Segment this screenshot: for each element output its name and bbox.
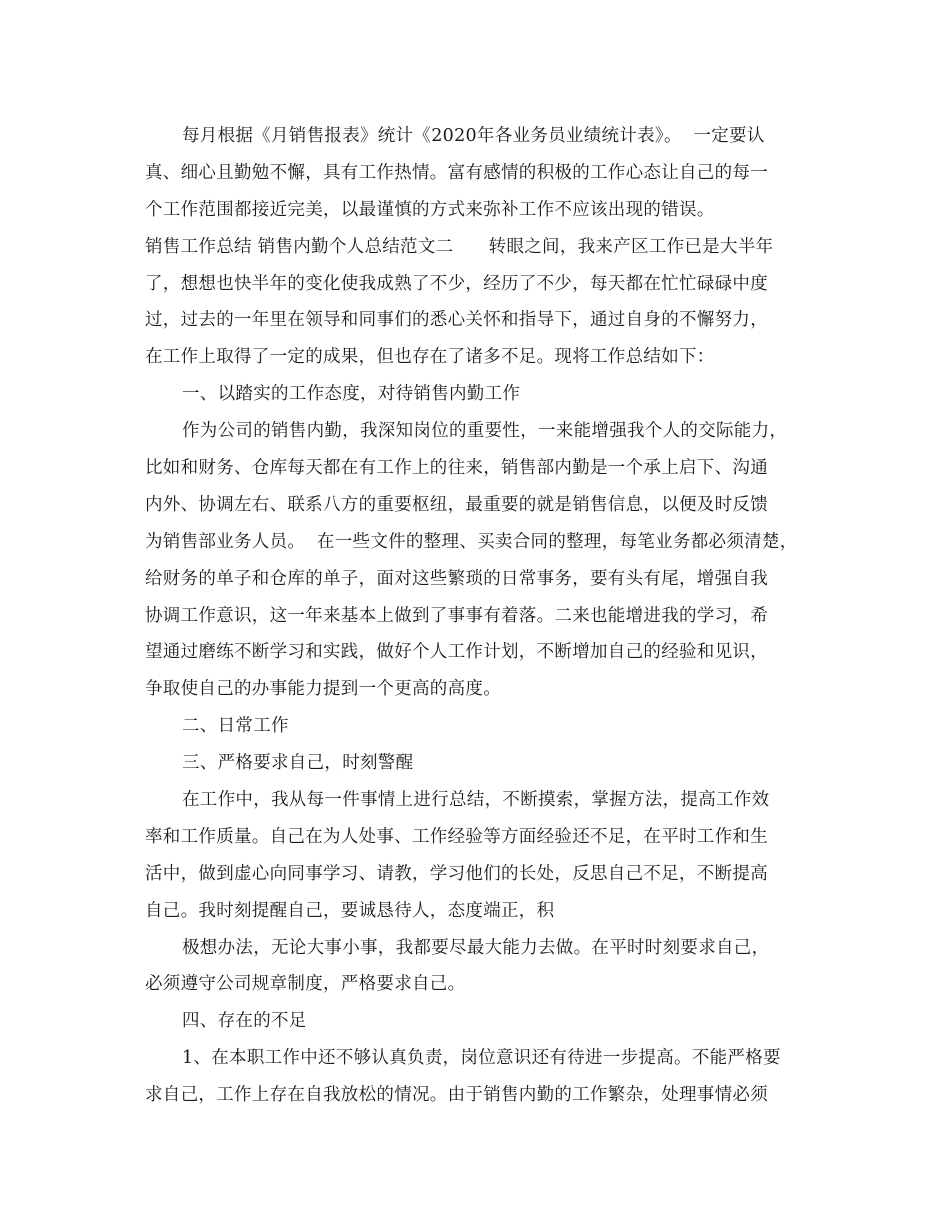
- text-line: 过，过去的一年里在领导和同事们的悉心关怀和指导下，通过自身的不懈努力，: [145, 310, 768, 331]
- text-line: 四、存在的不足: [182, 1011, 307, 1032]
- text-line: 内外、协调左右、联系八方的重要枢纽，最重要的就是销售信息，以便及时反馈: [145, 494, 768, 515]
- document-body: [145, 118, 835, 1114]
- text-line: 真、细心且勤勉不懈，具有工作热情。富有感情的积极的工作心态让自己的每一: [145, 162, 768, 183]
- text-line: 给财务的单子和仓库的单子，面对这些繁琐的日常事务，要有头有尾，增强自我: [145, 568, 768, 589]
- text-line: 极想办法，无论大事小事，我都要尽最大能力去做。在平时时刻要求自己，: [182, 937, 770, 958]
- text-line: 了，想想也快半年的变化使我成熟了不少，经历了不少，每天都在忙忙碌碌中度: [145, 273, 768, 294]
- text-line: 在工作上取得了一定的成果，但也存在了诸多不足。现将工作总结如下：: [145, 347, 715, 368]
- text-line: 三、严格要求自己，时刻警醒: [182, 753, 414, 774]
- text-line: 望通过磨练不断学习和实践，做好个人工作计划，不断增加自己的经验和见识，: [145, 642, 768, 663]
- text-line: 求自己，工作上存在自我放松的情况。由于销售内勤的工作繁杂，处理事情必须: [145, 1085, 768, 1106]
- text-line: 活中，做到虚心向同事学习、请教，学习他们的长处，反思自己不足，不断提高: [145, 863, 768, 884]
- text-line: 1、在本职工作中还不够认真负责，岗位意识还有待进一步提高。不能严格要: [182, 1048, 781, 1069]
- text-line: 在工作中，我从每一件事情上进行总结，不断摸索，掌握方法，提高工作效: [182, 790, 770, 811]
- text-line: 必须遵守公司规章制度，严格要求自己。: [145, 974, 466, 995]
- text-line: 率和工作质量。自己在为人处事、工作经验等方面经验还不足，在平时工作和生: [145, 826, 768, 847]
- text-line: 比如和财务、仓库每天都在有工作上的往来，销售部内勤是一个承上启下、沟通: [145, 458, 768, 479]
- text-line: 个工作范围都接近完美，以最谨慎的方式来弥补工作不应该出现的错误。: [145, 199, 715, 220]
- text-line: 自己。我时刻提醒自己，要诚恳待人，态度端正，积: [145, 900, 555, 921]
- text-line: 二、日常工作: [182, 716, 289, 737]
- text-line: 作为公司的销售内勤，我深知岗位的重要性，一来能增强我个人的交际能力，: [182, 421, 788, 442]
- text-line: 争取使自己的办事能力提到一个更高的高度。: [145, 679, 501, 700]
- text-line: 一、以踏实的工作态度，对待销售内勤工作: [182, 384, 521, 405]
- text-line: 为销售部业务人员。 在一些文件的整理、买卖合同的整理，每笔业务都必须清楚，: [145, 531, 798, 552]
- text-line: 每月根据《月销售报表》统计《2020年各业务员业绩统计表》。 一定要认: [182, 126, 765, 146]
- text-line: 协调工作意识，这一年来基本上做到了事事有着落。二来也能增进我的学习，希: [145, 605, 768, 626]
- text-line: 销售工作总结 销售内勤个人总结范文二 转眼之间，我来产区工作已是大半年: [145, 236, 774, 257]
